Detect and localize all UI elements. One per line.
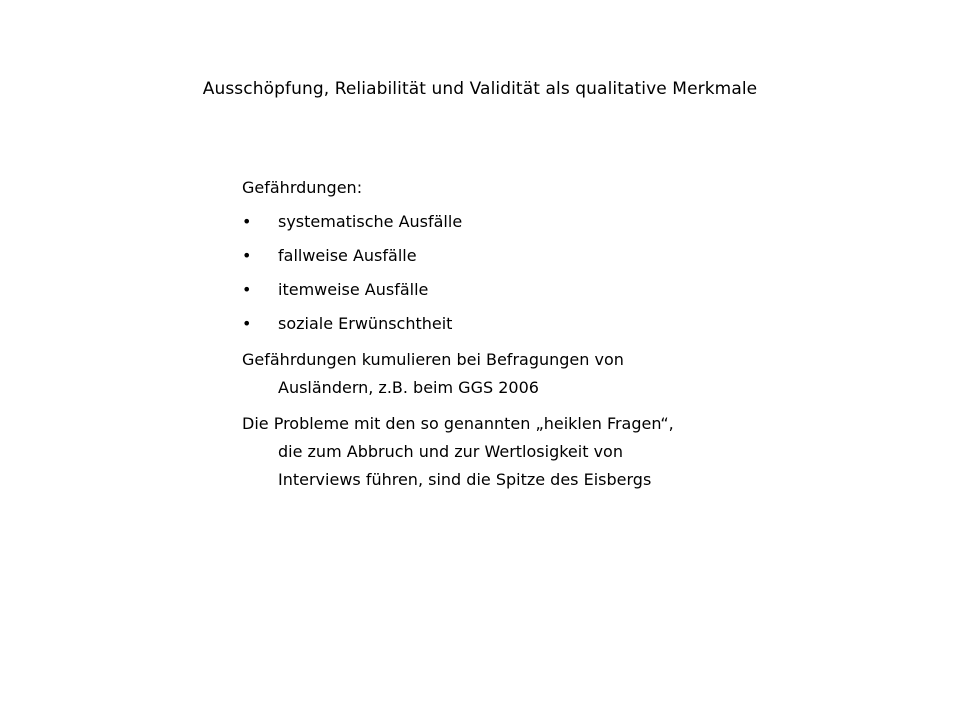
bullet-text: soziale Erwünschtheit: [278, 314, 453, 333]
bullet-icon: •: [242, 280, 252, 299]
paragraph-line: Die Probleme mit den so genannten „heiklen Fragen“,: [242, 414, 674, 433]
section-heading: Gefährdungen:: [242, 178, 363, 197]
bullet-text: itemweise Ausfälle: [278, 280, 429, 299]
bullet-icon: •: [242, 212, 252, 231]
paragraph-line: die zum Abbruch und zur Wertlosigkeit von: [278, 442, 623, 461]
bullet-text: fallweise Ausfälle: [278, 246, 417, 265]
slide-content: [242, 176, 842, 502]
bullet-item: [242, 244, 842, 268]
paragraph-sensitive-questions: [242, 410, 842, 494]
bullet-item: [242, 312, 842, 336]
paragraph-line: Ausländern, z.B. beim GGS 2006: [278, 378, 539, 397]
bullet-item: [242, 278, 842, 302]
paragraph-line: Interviews führen, sind die Spitze des Eisbergs: [278, 470, 652, 489]
bullet-list: [242, 210, 842, 336]
paragraph-cumulation: [242, 346, 842, 402]
bullet-icon: •: [242, 246, 252, 265]
paragraph-line: Gefährdungen kumulieren bei Befragungen von: [242, 350, 624, 369]
bullet-icon: •: [242, 314, 252, 333]
slide-title: Ausschöpfung, Reliabilität und Validität als qualitative Merkmale: [202, 79, 758, 99]
bullet-text: systematische Ausfälle: [278, 212, 463, 231]
bullet-item: [242, 210, 842, 234]
